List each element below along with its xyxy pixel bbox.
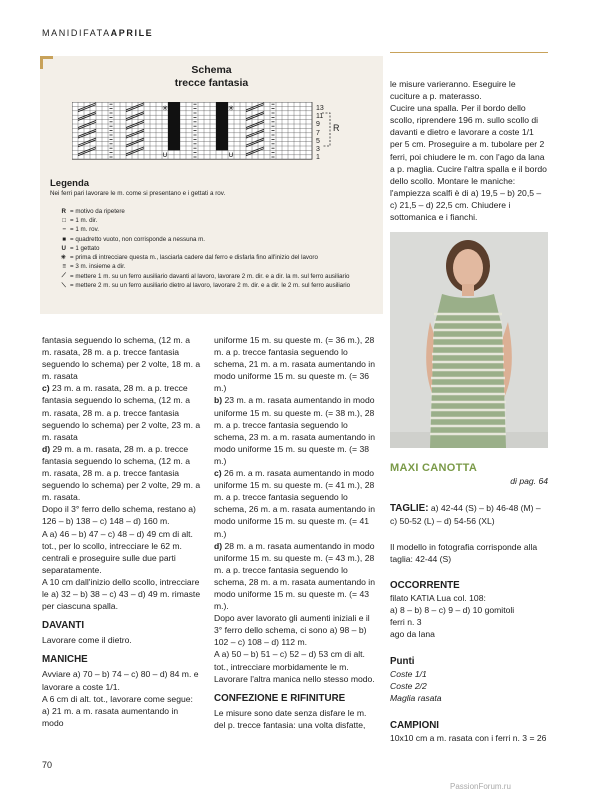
legend-item: [52, 282, 350, 290]
section-heading: DAVANTI: [42, 620, 85, 632]
text-column-1: [42, 334, 202, 729]
paragraph: Le misure sono date senza disfare le m. del p. trecce fantasia: una volta disfatte,: [214, 707, 367, 730]
materials-list: [390, 592, 548, 640]
legend-note: Nei ferri pari lavorare le m. come si presentano e i gettati a rov.: [50, 190, 226, 197]
drop-stitch-mark: ✳: [228, 104, 234, 113]
yarn-over-mark: U: [162, 152, 168, 159]
size-lead: d): [42, 443, 51, 454]
row-number: 11: [316, 113, 324, 121]
page-number: 70: [42, 760, 53, 770]
legend-symbol: ✳: [60, 254, 66, 261]
paragraph: Avviare a) 70 – b) 74 – c) 80 – d) 84 m. e lavorare a coste 1/1.: [42, 669, 199, 692]
schema-title-line1: Schema: [191, 64, 232, 76]
row-number: 3: [316, 146, 320, 153]
schema-title: [40, 64, 383, 90]
gauge-block: [390, 720, 548, 744]
paragraph: Dopo aver lavorato gli aumenti iniziali e il 3° ferro dello schema, ci sono a) 98 – b) 102 – c) 108 – d) 112 m.: [214, 613, 370, 648]
empty-square: [216, 102, 228, 150]
paragraph: Cucire una spalla. Per il bordo dello scollo, riprendere 196 m. sullo scollo di davanti e dietro e lavorare a coste 1/1 per 5 cm. Proseguire a m. tubolare per 2 ferri, poi chiudere le m. con l'ago da lana a p. maglia. Cucire l'altra spalla e il bordo dello scollo. Montare le maniche: l'ampiezza scalfi è di a) 19,5 – b) 20,5 – c) 21,5 – d) 22,5 cm. Chiudere i sottomanica e i fianchi.: [390, 103, 547, 223]
paragraph: A a) 50 – b) 51 – c) 52 – d) 53 cm di alt. tot., intrecciare morbidamente le m.: [214, 649, 365, 672]
legend-item: [52, 226, 99, 233]
model-title: MAXI CANOTTA: [390, 462, 478, 474]
schema-title-line2: trecce fantasia: [174, 77, 249, 89]
row-number: 9: [316, 121, 320, 129]
size-lead: c): [42, 383, 50, 394]
row-number: 5: [316, 137, 320, 145]
paragraph: b) 23 m. a m. rasata aumentando in modo uniforme 15 m. su queste m. (= 38 m.), 28 m. a p. trecce fantasia seguendo lo schema, 23 m. a m. rasata aumentando in modo uniforme 15 m. su queste m. (= 38 m.): [214, 395, 375, 466]
paragraph: Lavorare come il dietro.: [42, 635, 132, 646]
legend-symbol: −: [62, 226, 66, 234]
sizes-text: a) 42-44 (S) – b) 46-48 (M) – c) 50-52 (L) – d) 54-56 (XL): [390, 503, 541, 526]
gauge-text: 10x10 cm a m. rasata con i ferri n. 3 = 26: [390, 733, 547, 743]
paragraph: A 6 cm di alt. tot., lavorare come segue: a) 21 m. a m. rasata aumentando in modo: [42, 693, 193, 728]
legend-item: [52, 245, 99, 252]
section-heading: CONFEZIONE E RIFINITURE: [214, 692, 346, 704]
legend-text: = mettere 1 m. su un ferro ausiliario davanti al lavoro, lavorare 2 m. dir. e a dir. la m. sul ferro ausiliario: [70, 272, 350, 280]
repeat-bracket: [322, 112, 334, 148]
legend-symbol: R: [61, 208, 66, 215]
legend-text: = mettere 2 m. su un ferro ausiliario dietro al lavoro, lavorare 2 m. dir. e a dir. le 2 m. sul ferro ausiliario: [70, 282, 351, 290]
materials-item: ago da lana: [390, 629, 435, 639]
empty-square: [168, 102, 180, 150]
legend-symbol: ⟍: [61, 281, 66, 289]
drop-stitch-mark: ✳: [162, 104, 168, 113]
text-column-3: [390, 78, 548, 223]
stitches-label: Punti: [390, 656, 415, 667]
sizes-label: TAGLIE:: [390, 503, 429, 514]
materials-item: a) 8 – b) 8 – c) 9 – d) 10 gomitoli: [390, 605, 515, 615]
size-lead: b): [214, 395, 223, 406]
top-divider: [390, 52, 548, 53]
legend-symbol: U: [61, 244, 66, 252]
legend-symbol: □: [62, 217, 66, 225]
legend-symbol: ⟋: [61, 272, 66, 280]
stitch-item: Coste 2/2: [390, 681, 427, 691]
paragraph: Lavorare l'altra manica nello stesso modo.: [214, 673, 375, 684]
model-photo: [390, 232, 548, 448]
paragraph: d) 29 m. a m. rasata, 28 m. a p. trecce fantasia seguendo lo schema, (12 m. a m. rasata, 28 m. a p. trecce fantasia seguendo lo schema) per 2 volte, 29 m. a m. rasata.: [42, 443, 201, 503]
row-number: 13: [316, 105, 324, 112]
legend-item: [52, 217, 97, 224]
stitches-list: [390, 668, 548, 704]
legend-item: [52, 208, 125, 215]
model-page-ref: di pag. 64: [510, 476, 548, 486]
size-lead: c): [214, 468, 222, 479]
text-column-2: [214, 334, 376, 731]
materials-block: [390, 580, 548, 640]
stitches-block: [390, 656, 548, 704]
paragraph: d) 28 m. a m. rasata aumentando in modo uniforme 15 m. su queste m. (= 43 m.), 28 m. a p. trecce fantasia seguendo lo schema, 28 m. a m. rasata aumentando in modo uniforme 15 m. su queste m. (= 43 m.).: [214, 540, 375, 612]
materials-item: filato KATIA Lua col. 108:: [390, 593, 486, 603]
legend-title: Legenda: [50, 178, 90, 189]
legend-text: = 3 m. insieme a dir.: [70, 263, 126, 271]
legend-text: = motivo da ripetere: [70, 208, 125, 215]
sizes-block: [390, 502, 548, 527]
magazine-brand: MANIDIFATA: [42, 28, 111, 38]
paragraph: Dopo il 3° ferro dello schema, restano a) 126 – b) 138 – c) 148 – d) 160 m.: [42, 504, 196, 527]
model-photo-illustration: [390, 232, 548, 448]
knitting-chart-svg: [72, 102, 322, 162]
legend-symbol: ≡: [62, 263, 66, 271]
paragraph: c) 26 m. a m. rasata aumentando in modo uniforme 15 m. su queste m. (= 41 m.), 28 m. a p. trecce fantasia seguendo lo schema, 26 m. a m. rasata aumentando in modo uniforme 15 m. su queste m. (= 41 m.): [214, 468, 375, 539]
materials-label: OCCORRENTE: [390, 580, 460, 591]
watermark: PassionForum.ru: [450, 782, 511, 791]
legend-text: = prima di intrecciare questa m., lasciarla cadere dal ferro e disfarla fino all'inizio del lavoro: [70, 254, 318, 261]
legend-text: = 1 gettato: [70, 244, 100, 252]
legend-text: = quadretto vuoto, non corrisponde a nessuna m.: [70, 235, 206, 243]
section-heading: MANICHE: [42, 654, 88, 666]
stitch-item: Coste 1/1: [390, 669, 427, 679]
paragraph: A a) 46 – b) 47 – c) 48 – d) 49 cm di alt. tot., per lo scollo, intrecciare le 62 m. centrali e proseguire sulle due parti separatamente.: [42, 528, 193, 575]
legend-item: [52, 263, 126, 270]
photo-size-note: Il modello in fotografia corrisponde alla taglia: 42-44 (S): [390, 542, 538, 564]
size-lead: d): [214, 540, 223, 551]
legend-symbol: ■: [62, 235, 66, 243]
materials-item: ferri n. 3: [390, 617, 422, 627]
schema-panel: [40, 56, 383, 314]
magazine-month: APRILE: [110, 28, 154, 38]
legend-item: [52, 272, 349, 280]
row-number: 1: [316, 154, 320, 162]
yarn-over-mark: U: [228, 152, 234, 159]
paragraph: fantasia seguendo lo schema, (12 m. a m. rasata, 28 m. a p. trecce fantasia seguendo lo schema) per 2 volte, 18 m. a m. rasata: [42, 335, 201, 382]
paragraph: A 10 cm dall'inizio dello scollo, intrecciare le a) 32 – b) 38 – c) 43 – d) 49 m. rimaste per ciascuna spalla.: [42, 576, 201, 612]
repeat-label: R: [333, 123, 340, 133]
legend-text: = 1 m. dir.: [70, 217, 98, 225]
legend-item: [52, 254, 318, 261]
row-number: 7: [316, 129, 320, 137]
gauge-label: CAMPIONI: [390, 720, 439, 731]
stitch-item: Maglia rasata: [390, 693, 442, 703]
paragraph: le misure varieranno. Eseguire le cuciture a p. materasso.: [390, 79, 516, 102]
page-header: [42, 28, 153, 38]
knitting-chart: [72, 102, 322, 167]
legend-item: [52, 236, 205, 243]
paragraph: c) 23 m. a m. rasata, 28 m. a p. trecce fantasia seguendo lo schema, (12 m. a m. rasata, 28 m. a p. trecce fantasia seguendo lo schema) per 2 volte, 23 m. a m. rasata: [42, 383, 201, 442]
legend-text: = 1 m. rov.: [70, 226, 99, 234]
paragraph: uniforme 15 m. su queste m. (= 36 m.), 28 m. a p. trecce fantasia seguendo lo schema, 21 m. a m. rasata aumentando in modo uniforme 15 m. su queste m. (= 36 m.): [214, 335, 375, 394]
